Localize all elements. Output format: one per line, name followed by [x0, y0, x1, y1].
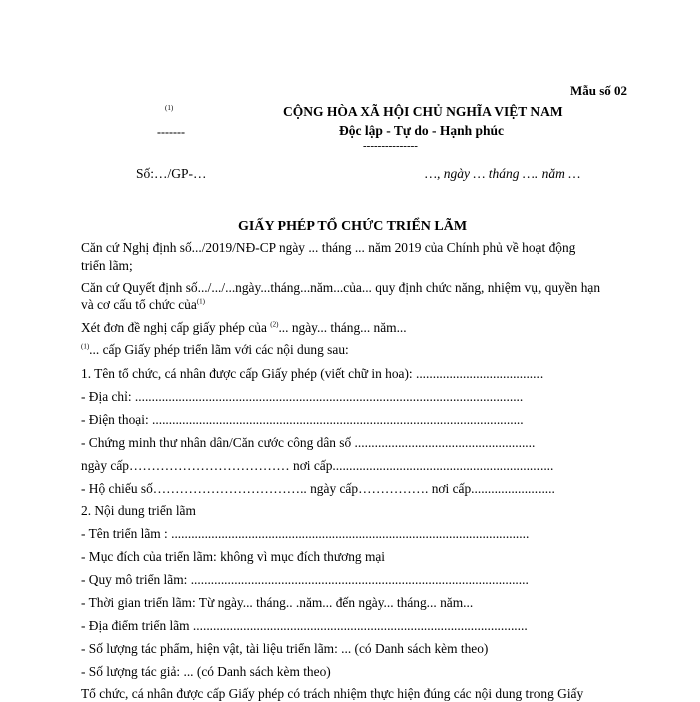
footnote-marker: (1): [81, 342, 90, 351]
author-count-line: - Số lượng tác giả: ... (có Danh sách kèm theo): [81, 664, 331, 679]
licensee-name-line: 1. Tên tổ chức, cá nhân được cấp Giấy phép (viết chữ in hoa): ......................................: [81, 366, 544, 381]
id-issue-line: ngày cấp……………………………… nơi cấp..................................................................: [81, 458, 554, 473]
basis-decree-line-1: Căn cứ Nghị định số.../2019/NĐ-CP ngày ... tháng ... năm 2019 của Chính phủ về hoạt động: [81, 240, 576, 255]
motto: Độc lập - Tự do - Hạnh phúc: [339, 123, 505, 138]
passport-line: - Hộ chiếu số…………………………….. ngày cấp……………. nơi cấp.........................: [81, 481, 555, 496]
section-heading-content: 2. Nội dung triển lãm: [81, 503, 196, 518]
application-date: ... ngày... tháng... năm...: [278, 320, 407, 335]
phone-line: - Điện thoại: ...............................................................................................................: [81, 412, 524, 427]
document-number: Số:…/GP-…: [136, 166, 207, 181]
exhibition-scale-line: - Quy mô triển lãm: .....................................................................................................: [81, 572, 529, 587]
application-text: Xét đơn đề nghị cấp giấy phép của: [81, 320, 271, 335]
exhibition-purpose-line: - Mục đích của triển lãm: không vì mục đích thương mại: [81, 549, 386, 564]
id-number-line: - Chứng minh thư nhân dân/Căn cước công dân số ......................................................: [81, 435, 536, 450]
basis-decision-line-2: [81, 297, 205, 313]
footnote-marker: (1): [196, 297, 205, 306]
grant-text: ... cấp Giấy phép triển lãm với các nội dung sau:: [89, 342, 349, 357]
country-name: CỘNG HÒA XÃ HỘI CHỦ NGHĨA VIỆT NAM: [283, 104, 563, 119]
grant-line: [81, 342, 349, 358]
application-line: [81, 320, 407, 336]
date-line: …, ngày … tháng …. năm …: [425, 166, 581, 181]
issuer-superscript: (1): [165, 104, 174, 112]
issuer-dashes: -------: [157, 125, 185, 139]
basis-decree-line-2: triển lãm;: [81, 258, 133, 273]
exhibit-count-line: - Số lượng tác phẩm, hiện vật, tài liệu triển lãm: ... (có Danh sách kèm theo): [81, 641, 489, 656]
footnote-marker: (2): [270, 320, 279, 329]
form-number: Mẫu số 02: [570, 83, 628, 98]
basis-decision-text: và cơ cấu tổ chức của: [81, 297, 197, 312]
responsibility-line: Tổ chức, cá nhân được cấp Giấy phép có trách nhiệm thực hiện đúng các nội dung trong Giấy: [81, 686, 584, 701]
address-line: - Địa chỉ: ....................................................................................................................: [81, 389, 524, 404]
exhibition-name-line: - Tên triển lãm : ...........................................................................................................: [81, 526, 530, 541]
document-title: GIẤY PHÉP TỔ CHỨC TRIỂN LÃM: [238, 219, 468, 234]
motto-dashes: ---------------: [363, 140, 418, 152]
exhibition-time-line: - Thời gian triển lãm: Từ ngày... tháng.. .năm... đến ngày... tháng... năm...: [81, 595, 474, 610]
exhibition-venue-line: - Địa điểm triển lãm ....................................................................................................: [81, 618, 528, 633]
basis-decision-line-1: Căn cứ Quyết định số.../.../...ngày...tháng...năm...của... quy định chức năng, nhiệm vụ, quyền hạn: [81, 280, 601, 295]
